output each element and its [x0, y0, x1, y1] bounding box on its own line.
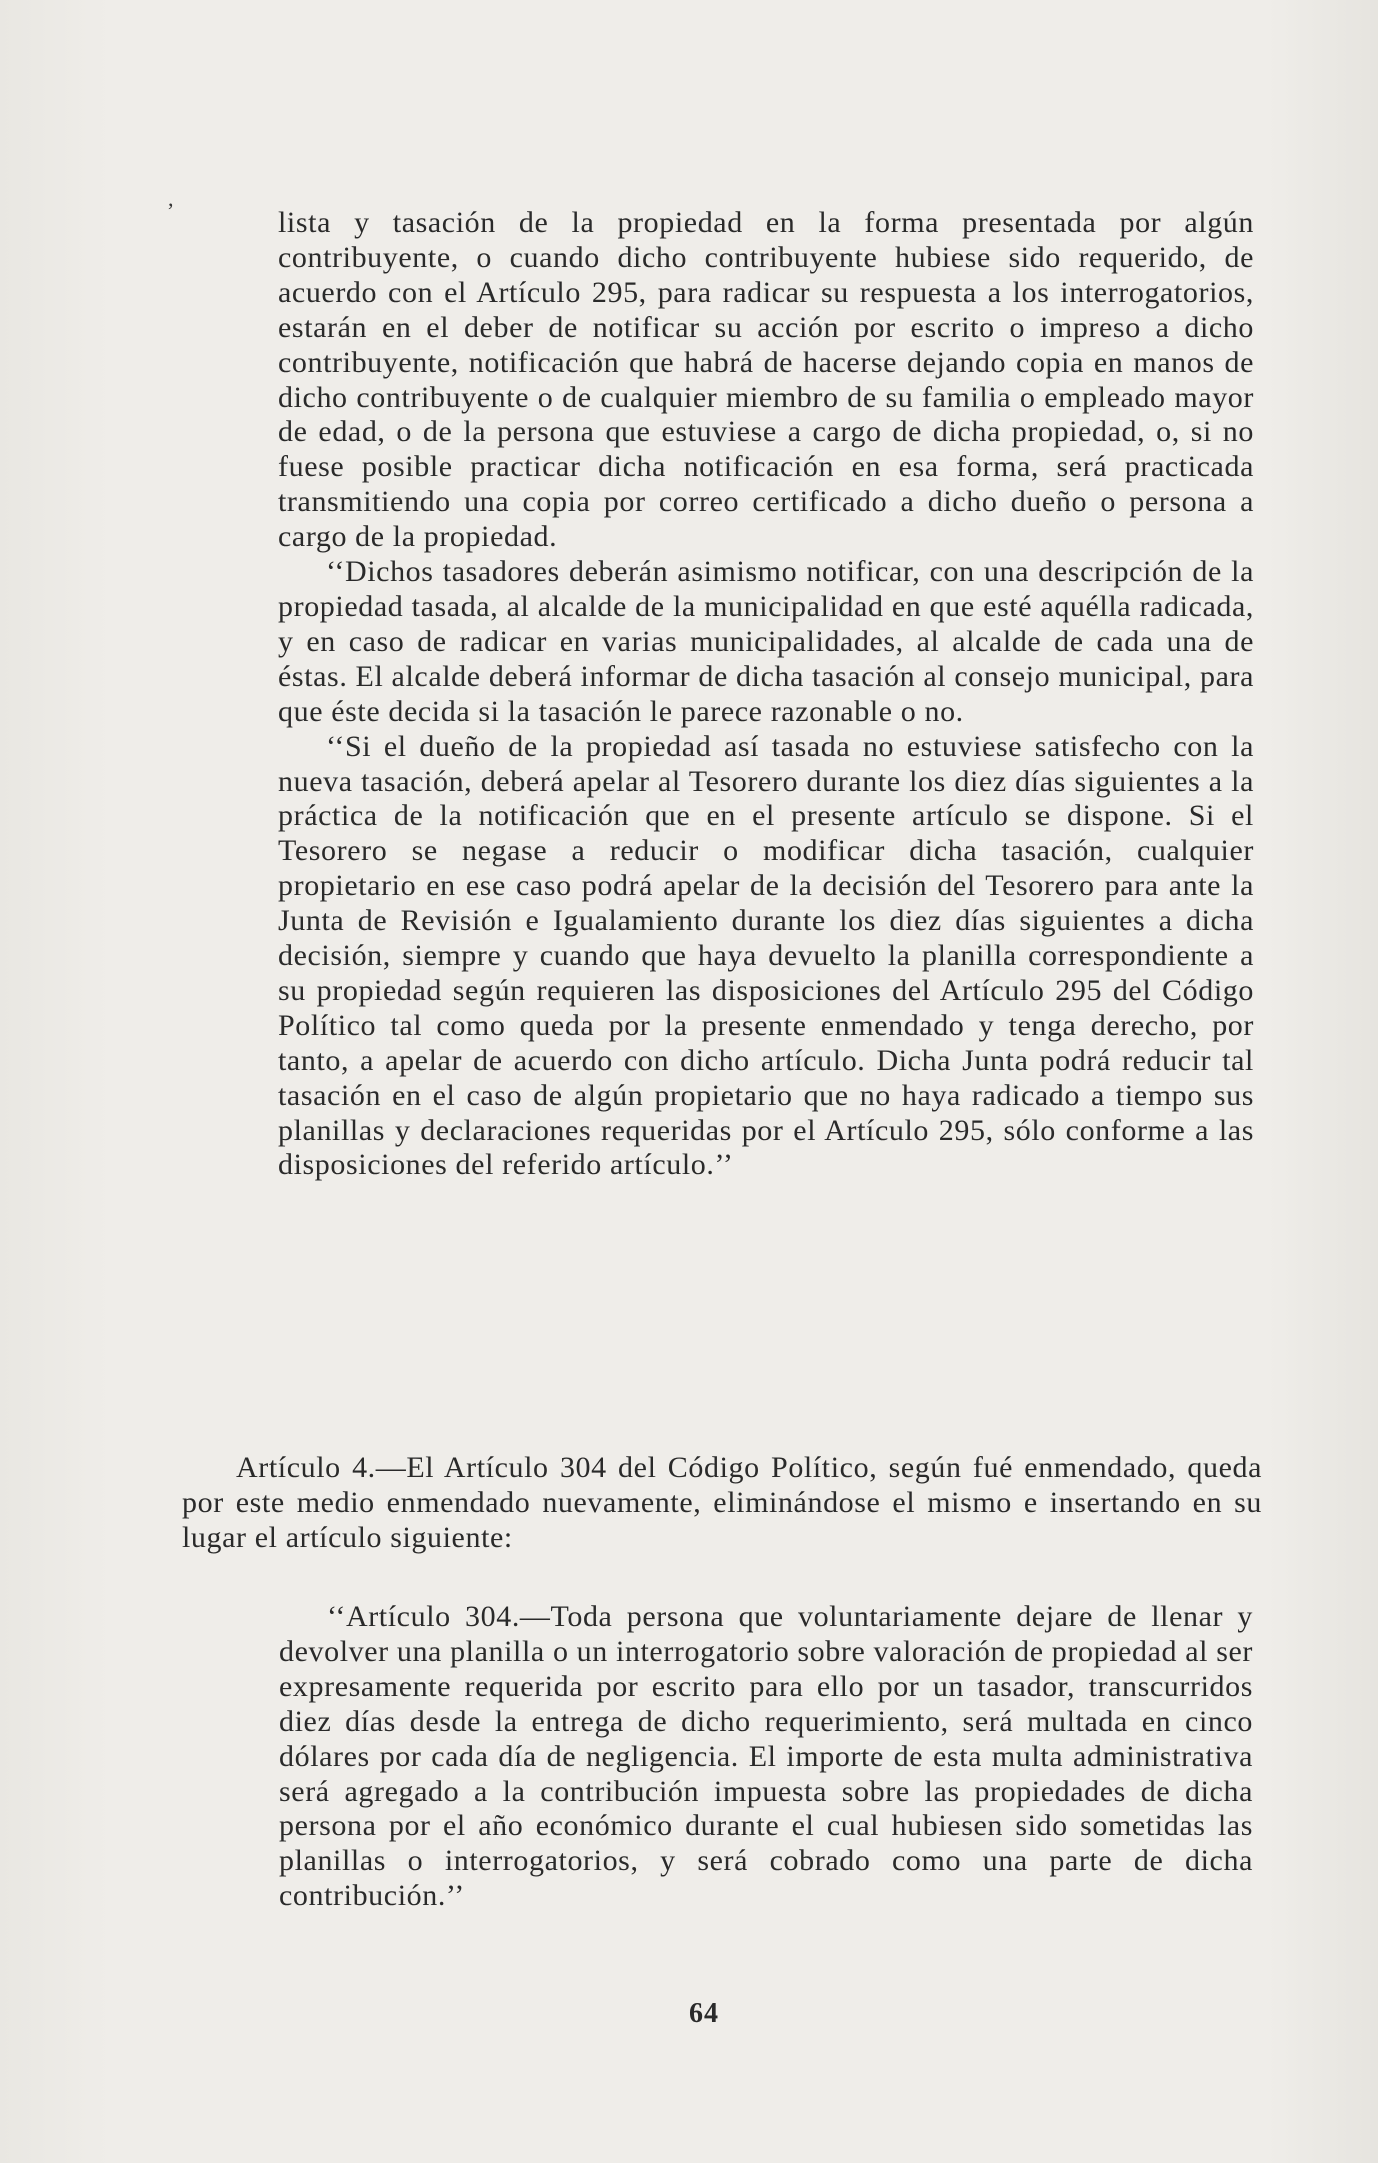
- stray-mark: ,: [168, 186, 174, 211]
- quoted-article-paragraph: ‘‘Artículo 304.—Toda persona que voluntariamente dejare de llenar y devolver una planilla o un interrogatorio sobre valoración de propiedad al ser expresamente requerida por escrito para ello por un tasador, transcurridos diez días desde la entrega de dicho requerimiento, será multada en cinco dólares por cada día de negligencia. El importe de esta multa administrativa será agregado a la contribución impuesta sobre las propiedades de dicha persona por el año económico durante el cual hubiesen sido sometidas las planillas o interrogatorios, y será cobrado como una parte de dicha contribución.’’: [279, 1600, 1253, 1913]
- paragraph: ‘‘Dichos tasadores deberán asimismo notificar, con una descripción de la propiedad tasada, al alcalde de la municipalidad en que esté aquélla radicada, y en caso de radicar en varias municipalidades, al alcalde de cada una de éstas. El alcalde deberá informar de dicha tasación al consejo municipal, para que éste decida si la tasación le parece razonable o no.: [278, 555, 1254, 728]
- page-number: 64: [689, 1998, 719, 2029]
- article-paragraph: Artículo 4.—El Artículo 304 del Código Político, según fué enmendado, queda por este medio enmendado nuevamente, eliminándose el mismo e insertando en su lugar el artículo siguiente:: [182, 1451, 1262, 1554]
- quoted-text-block: [278, 206, 1254, 1183]
- paragraph: lista y tasación de la propiedad en la forma presentada por algún contribuyente, o cuando dicho contribuyente hubiese sido requerido, de acuerdo con el Artículo 295, para radicar su respuesta a los interrogatorios, estarán en el deber de notificar su acción por escrito o impreso a dicho contribuyente, notificación que habrá de hacerse dejando copia en manos de dicho contribuyente o de cualquier miembro de su familia o empleado mayor de edad, o de la persona que estuviese a cargo de dicha propiedad, o, si no fuese posible practicar dicha notificación en esa forma, será practicada transmitiendo una copia por correo certificado a dicho dueño o persona a cargo de la propiedad.: [278, 206, 1254, 554]
- paragraph: ‘‘Si el dueño de la propiedad así tasada no estuviese satisfecho con la nueva tasación, deberá apelar al Tesorero durante los diez días siguientes a la práctica de la notificación que en el presente artículo se dispone. Si el Tesorero se negase a reducir o modificar dicha tasación, cualquier propietario en ese caso podrá apelar de la decisión del Tesorero para ante la Junta de Revisión e Igualamiento durante los diez días siguientes a dicha decisión, siempre y cuando que haya devuelto la planilla correspondiente a su propiedad según requieren las disposiciones del Artículo 295 del Código Político tal como queda por la presente enmendado y tenga derecho, por tanto, a apelar de acuerdo con dicho artículo. Dicha Junta podrá reducir tal tasación en el caso de algún propietario que no haya radicado a tiempo sus planillas y declaraciones requeridas por el Artículo 295, sólo conforme a las disposiciones del referido artículo.’’: [278, 729, 1254, 1182]
